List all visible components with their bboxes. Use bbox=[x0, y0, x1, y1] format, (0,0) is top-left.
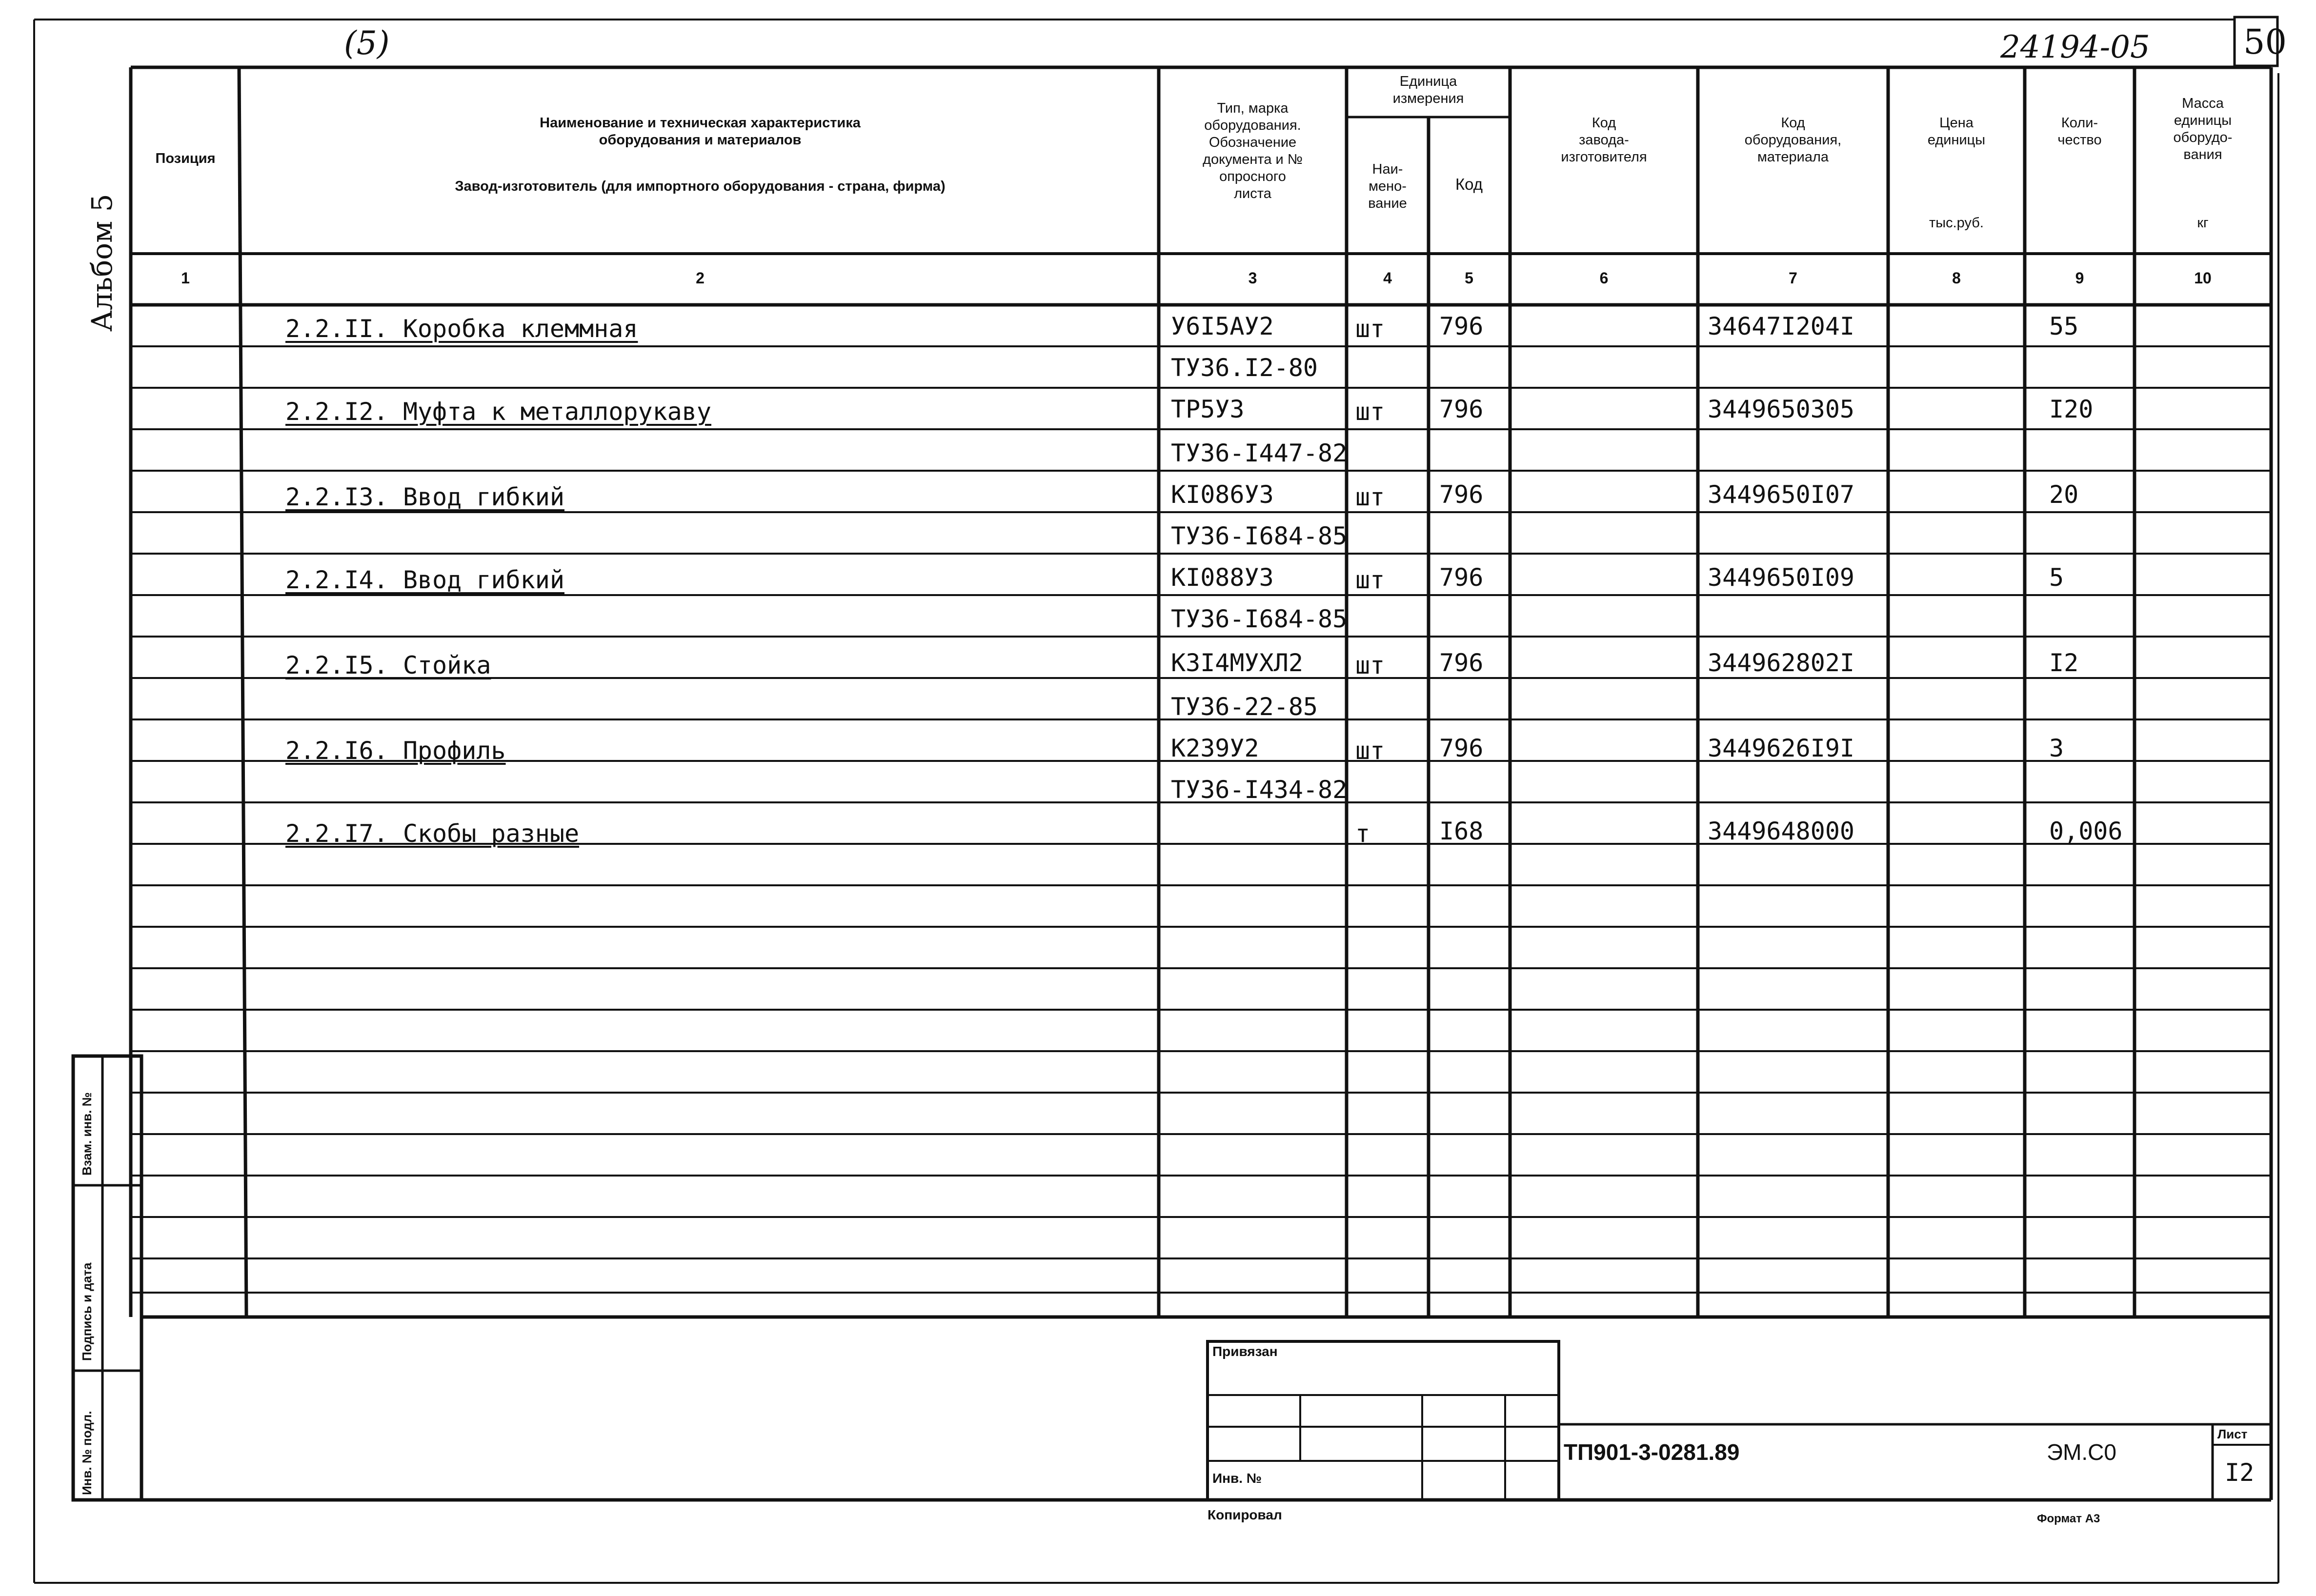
header-type-mark: Тип, марка оборудования. Обозначение документа и № опросного листа bbox=[1203, 100, 1303, 201]
header-manufacturer: Завод-изготовитель (для импортного оборудования - страна, фирма) bbox=[455, 179, 946, 194]
row-item-equipment-code: 3449626I9I bbox=[1708, 734, 1855, 762]
row-item-type: КI086У3 bbox=[1171, 480, 1274, 509]
row-item-doc: ТУ36-I434-82 bbox=[1171, 776, 1348, 804]
row-item-doc: ТУ36-22-85 bbox=[1171, 693, 1318, 721]
row-item-name: 2.2.I5. Стойка bbox=[285, 651, 491, 679]
header-unit-name: Наи- мено- вание bbox=[1368, 161, 1407, 211]
row-item-name: 2.2.I4. Ввод гибкий bbox=[285, 566, 564, 594]
row-item-quantity: I20 bbox=[2049, 395, 2094, 423]
row-item-quantity: 55 bbox=[2049, 312, 2079, 340]
sheet-number: I2 bbox=[2225, 1458, 2255, 1487]
row-item-quantity: I2 bbox=[2049, 649, 2079, 677]
row-item-name: 2.2.I2. Муфта к металлорукаву bbox=[285, 398, 711, 426]
row-item-type: К3I4МУХЛ2 bbox=[1171, 649, 1303, 677]
col-number-3: 3 bbox=[1248, 269, 1257, 287]
document-mark: ЭМ.С0 bbox=[2047, 1439, 2116, 1465]
row-item-name: 2.2.I6. Профиль bbox=[285, 737, 506, 765]
header-price-unit: тыс.руб. bbox=[1929, 215, 1984, 231]
document-code: ТП901-3-0281.89 bbox=[1564, 1439, 1740, 1465]
row-item-type: ТР5У3 bbox=[1171, 395, 1245, 423]
row-item-unit: шт bbox=[1355, 737, 1385, 765]
title-block-inventory-no: Инв. № bbox=[1212, 1471, 1262, 1486]
col-number-7: 7 bbox=[1789, 269, 1797, 287]
stamp-original-inventory: Инв. № подл. bbox=[80, 1411, 94, 1495]
row-item-quantity: 3 bbox=[2049, 734, 2064, 762]
header-unit-price: Цена единицы bbox=[1927, 115, 1986, 148]
row-item-unit-code: I68 bbox=[1439, 817, 1484, 845]
row-item-unit-code: 796 bbox=[1439, 480, 1484, 509]
header-position: Позиция bbox=[155, 151, 216, 166]
header-name-description: Наименование и техническая характеристика оборудования и материалов bbox=[540, 115, 861, 148]
row-item-doc: ТУ36-I447-82 bbox=[1171, 439, 1348, 467]
row-item-type: У6I5АУ2 bbox=[1171, 312, 1274, 340]
row-item-unit: шт bbox=[1355, 483, 1385, 511]
row-item-equipment-code: 344962802I bbox=[1708, 649, 1855, 677]
row-item-type: К239У2 bbox=[1171, 734, 1259, 762]
row-item-unit-code: 796 bbox=[1439, 649, 1484, 677]
paper-format-label: Формат А3 bbox=[2037, 1512, 2100, 1525]
col-number-10: 10 bbox=[2194, 269, 2212, 287]
header-factory-code: Код завода- изготовителя bbox=[1561, 115, 1647, 165]
copied-by-label: Копировал bbox=[1208, 1507, 1282, 1522]
row-item-quantity: 0,006 bbox=[2049, 817, 2123, 845]
stamp-replacement-inventory: Взам. инв. № bbox=[80, 1092, 94, 1176]
row-item-doc: ТУ36-I684-85 bbox=[1171, 605, 1348, 633]
header-mass-unit: кг bbox=[2197, 215, 2209, 231]
col-number-1: 1 bbox=[181, 269, 190, 287]
row-item-equipment-code: 3449650305 bbox=[1708, 395, 1855, 423]
row-item-type: КI088У3 bbox=[1171, 563, 1274, 592]
album-label: Альбом 5 bbox=[85, 194, 119, 332]
row-item-equipment-code: 3449648000 bbox=[1708, 817, 1855, 845]
col-number-8: 8 bbox=[1952, 269, 1961, 287]
col-number-5: 5 bbox=[1465, 269, 1473, 287]
col-number-9: 9 bbox=[2075, 269, 2084, 287]
row-item-unit-code: 796 bbox=[1439, 563, 1484, 592]
row-item-unit: т bbox=[1355, 819, 1370, 848]
col-number-4: 4 bbox=[1383, 269, 1392, 287]
header-unit-code: Код bbox=[1455, 175, 1483, 193]
header-unit-group: Единица измерения bbox=[1392, 74, 1464, 106]
row-item-unit: шт bbox=[1355, 315, 1385, 343]
row-item-unit: шт bbox=[1355, 398, 1385, 426]
header-unit-mass: Масса единицы оборудо- вания bbox=[2173, 96, 2233, 162]
row-item-name: 2.2.II. Коробка клеммная bbox=[285, 315, 638, 343]
stamp-signature-date: Подпись и дата bbox=[80, 1262, 94, 1361]
header-equipment-code: Код оборудования, материала bbox=[1744, 115, 1842, 165]
row-item-equipment-code: 34647I204I bbox=[1708, 312, 1855, 340]
row-item-unit: шт bbox=[1355, 566, 1385, 594]
sheet-label: Лист bbox=[2217, 1427, 2248, 1441]
row-item-equipment-code: 3449650I07 bbox=[1708, 480, 1855, 509]
sheet-number-handwritten: (5) bbox=[344, 24, 390, 62]
row-item-equipment-code: 3449650I09 bbox=[1708, 563, 1855, 592]
row-item-unit-code: 796 bbox=[1439, 734, 1484, 762]
row-item-quantity: 5 bbox=[2049, 563, 2064, 592]
archive-number-handwritten: 24194-05 bbox=[2000, 29, 2150, 65]
col-number-2: 2 bbox=[696, 269, 705, 287]
header-quantity: Коли- чество bbox=[2057, 115, 2102, 148]
row-item-doc: ТУ36-I684-85 bbox=[1171, 522, 1348, 550]
row-item-doc: ТУ36.I2-80 bbox=[1171, 354, 1318, 382]
col-number-6: 6 bbox=[1599, 269, 1609, 287]
row-item-unit-code: 796 bbox=[1439, 312, 1484, 340]
row-item-quantity: 20 bbox=[2049, 480, 2079, 509]
row-item-name: 2.2.I7. Скобы разные bbox=[285, 819, 580, 848]
row-item-unit-code: 796 bbox=[1439, 395, 1484, 423]
row-item-unit: шт bbox=[1355, 651, 1385, 679]
page-box-number: 50 bbox=[2243, 22, 2287, 62]
row-item-name: 2.2.I3. Ввод гибкий bbox=[285, 483, 564, 511]
title-block-attached: Привязан bbox=[1212, 1344, 1278, 1359]
